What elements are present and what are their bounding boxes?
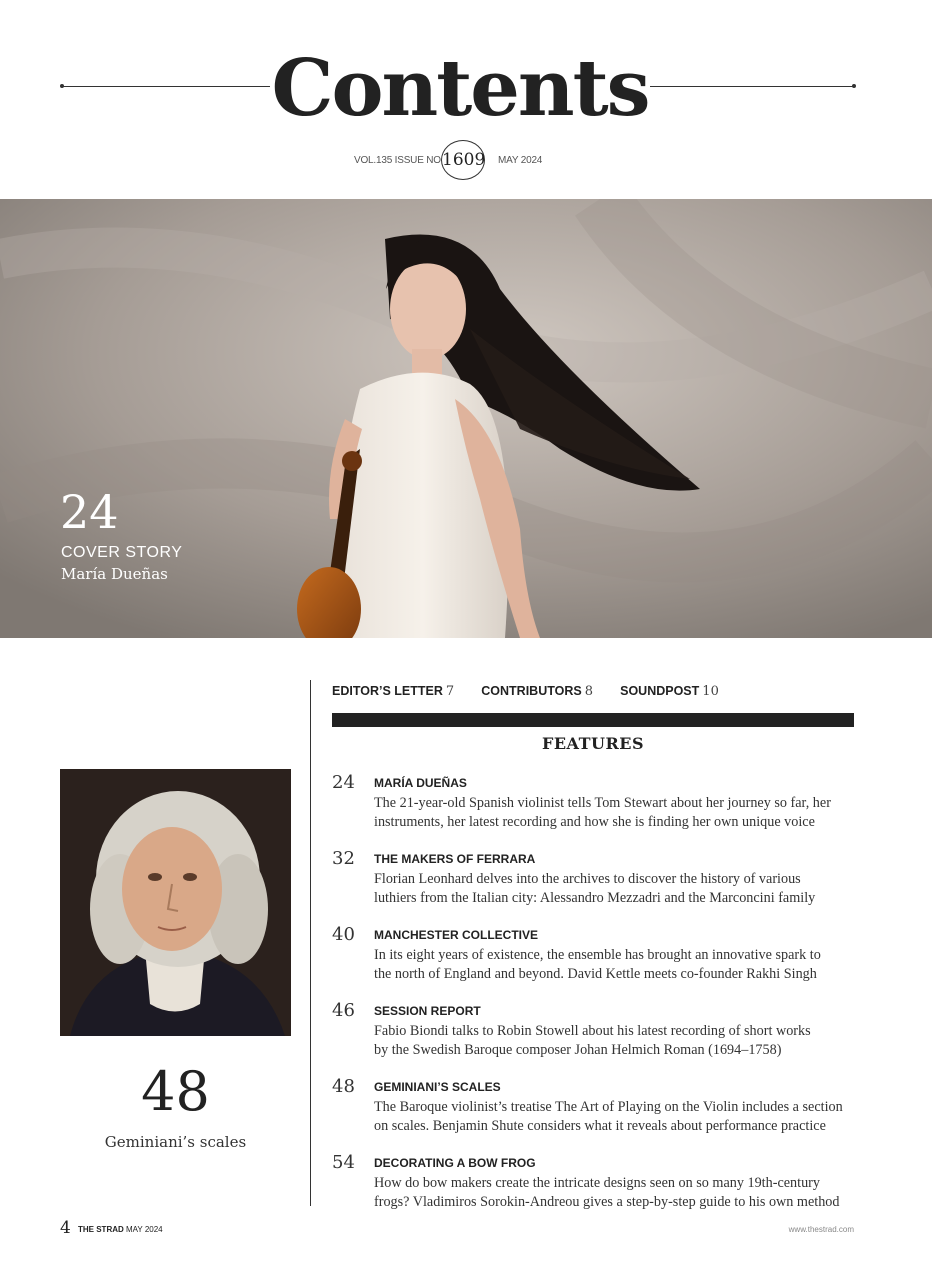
folio-date: MAY 2024 [126,1225,163,1234]
page-title: Contents [271,43,649,134]
feature-page-number: 46 [332,1000,355,1021]
feature-page-number: 40 [332,924,355,945]
geminiani-portrait[interactable] [60,769,291,1036]
soundpost-link[interactable]: SOUNDPOST 10 [620,684,719,699]
issue-line [0,140,932,180]
cover-story-page-number: 24 [60,485,119,539]
feature-title: SESSION REPORT [374,1004,481,1018]
feature-page-number: 24 [332,772,355,793]
feature-title: MARÍA DUEÑAS [374,776,467,790]
geminiani-portrait-illustration [60,769,291,1036]
feature-description: Florian Leonhard delves into the archives to discover the history of various luthiers from the Italian city: Alessandro Mezzadri and the Marconcini family [374,871,816,906]
feature-description: Fabio Biondi talks to Robin Stowell about his latest recording of short works by the Swedish Baroque composer Johan Helmich Roman (1694–1758) [374,1023,811,1058]
features-heading: FEATURES [542,734,644,753]
cover-story-label: COVER STORY [61,544,183,561]
feature-description: How do bow makers create the intricate designs seen on so many 19th-century frogs? Vladimiros Sorokin-Andreou gives a step-by-step guide to his own method [374,1175,840,1210]
folio-brand-name: THE STRAD [78,1225,124,1234]
feature-description: In its eight years of existence, the ensemble has brought an innovative spark to the north of England and beyond. David Kettle meets co-founder Rakhi Singh [374,947,821,982]
cover-photo[interactable] [0,199,932,638]
feature-title: DECORATING A BOW FROG [374,1156,536,1170]
header-rule-left-dot [60,84,64,88]
cover-story-name: María Dueñas [61,565,168,583]
feature-description: The Baroque violinist’s treatise The Art of Playing on the Violin includes a section on scales. Benjamin Shute considers what it reveals about performance practice [374,1099,843,1134]
folio-brand [78,1225,163,1234]
side-feature-caption: Geminiani’s scales [104,1133,247,1151]
column-divider [310,680,311,1206]
regulars-links [332,680,741,700]
folio-url[interactable]: www.thestrad.com [788,1225,854,1234]
header-rule-right [650,86,854,87]
contributors-link[interactable]: CONTRIBUTORS 8 [481,684,594,699]
feature-page-number: 54 [332,1152,355,1173]
issue-date: MAY 2024 [498,155,543,166]
feature-description: The 21-year-old Spanish violinist tells Tom Stewart about her journey so far, her instruments, her latest recording and how she is finding her own unique voice [374,795,831,830]
issue-number-badge: 1609 [441,140,485,180]
side-feature-page-number: 48 [141,1060,210,1123]
feature-title: THE MAKERS OF FERRARA [374,852,536,866]
folio-page-number: 4 [60,1218,71,1238]
section-bar [332,713,854,727]
header-rule-right-dot [852,84,856,88]
volume-label: VOL.135 ISSUE NO [354,155,441,166]
feature-page-number: 48 [332,1076,355,1097]
editors-letter-link[interactable]: EDITOR’S LETTER 7 [332,684,455,699]
feature-title: MANCHESTER COLLECTIVE [374,928,539,942]
feature-title: GEMINIANI’S SCALES [374,1080,501,1094]
header-rule-left [62,86,270,87]
feature-page-number: 32 [332,848,355,869]
